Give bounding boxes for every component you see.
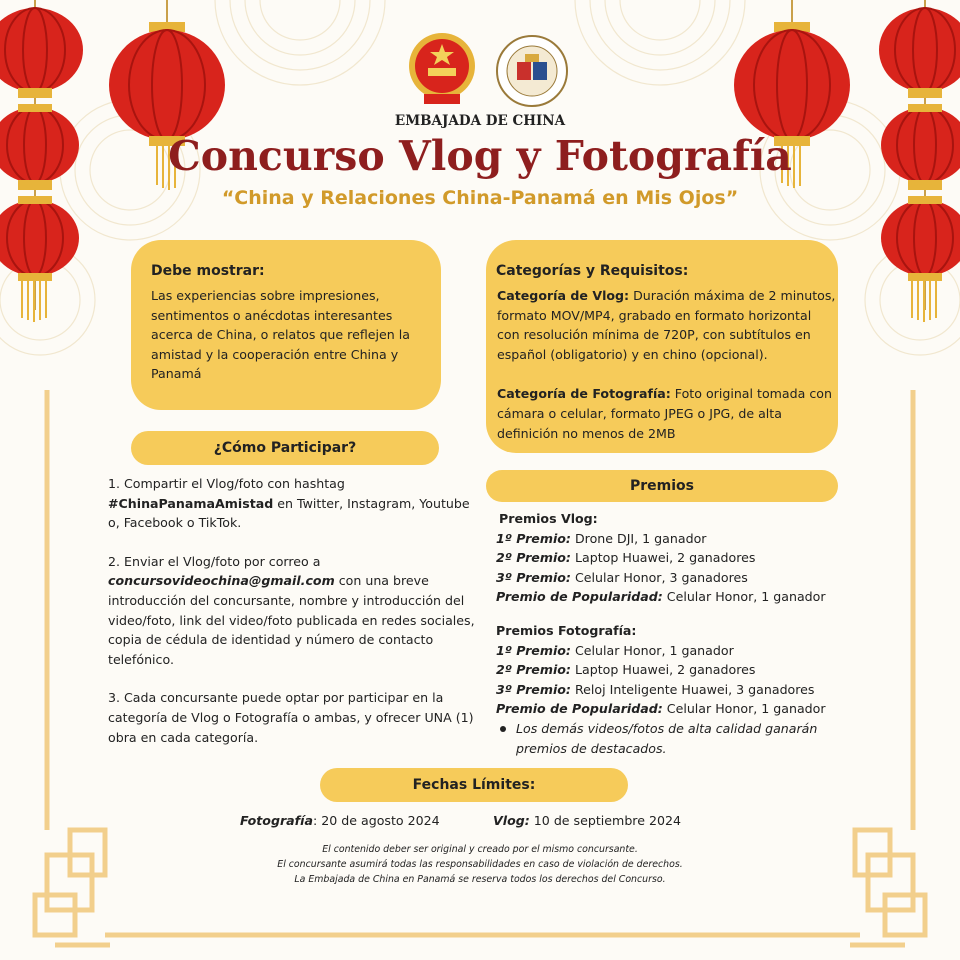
- step-1-line: 1. Compartir el Vlog/foto con hashtag: [108, 476, 345, 491]
- hashtag: #ChinaPanamaAmistad: [108, 495, 274, 511]
- foto-category-line: cámara o celular, formato JPEG o JPG, de alta: [497, 405, 782, 421]
- fecha-foto-label: Fotografía: [240, 813, 313, 828]
- foto-category-line: definición no menos de 2MB: [497, 425, 676, 441]
- prize-label: Premio de Popularidad:: [496, 701, 663, 717]
- step-3-line: categoría de Vlog o Fotografía o ambas, y ofrecer UNA (1): [108, 709, 474, 725]
- debe-mostrar-line: Panamá: [151, 366, 202, 382]
- vlog-category-line: español (obligatorio) y en chino (opcional).: [497, 346, 768, 362]
- prize-label: 2º Premio:: [496, 662, 571, 678]
- fecha-foto-value: : 20 de agosto 2024: [312, 813, 440, 828]
- debe-mostrar-line: amistad y la cooperación entre China y: [151, 346, 399, 362]
- prize-value: Laptop Huawei, 2 ganadores: [570, 662, 756, 678]
- step-2-line: con una breve: [334, 573, 429, 589]
- fecha-vlog-label: Vlog:: [493, 813, 530, 828]
- step-3-line: obra en cada categoría.: [108, 729, 259, 745]
- prize-label: 1º Premio:: [496, 530, 571, 546]
- como-participar-text: [108, 474, 480, 747]
- debe-mostrar-text: [151, 286, 410, 384]
- bullet-icon: [500, 726, 506, 732]
- prize-label: 3º Premio:: [496, 681, 571, 697]
- vlog-category-text: Duración máxima de 2 minutos,: [629, 288, 836, 303]
- step-2-line: introducción del concursante, nombre y introducción del: [108, 592, 465, 608]
- debe-mostrar-heading: Debe mostrar:: [151, 263, 265, 279]
- prize-label: 3º Premio:: [496, 569, 571, 585]
- vlog-category-line: formato MOV/MP4, grabado en formato horizontal: [497, 307, 812, 323]
- china-national-emblem-icon: [404, 30, 480, 110]
- step-2-line: copia de cédula de identidad y número de contacto: [108, 632, 434, 648]
- embassy-name: EMBAJADA DE CHINA: [394, 113, 566, 129]
- premios-note: premios de destacados.: [516, 740, 667, 756]
- prize-value: Celular Honor, 3 ganadores: [570, 569, 748, 585]
- page-title: Concurso Vlog y Fotografía: [168, 132, 792, 180]
- vlog-category-label: Categoría de Vlog:: [497, 288, 630, 303]
- vlog-category-line: con resolución mínima de 720P, con subtítulos en: [497, 327, 811, 343]
- step-2-line: telefónico.: [108, 651, 174, 667]
- prize-value: Celular Honor, 1 ganador: [662, 701, 826, 717]
- premios-note: Los demás videos/fotos de alta calidad ganarán: [516, 720, 818, 736]
- contest-email-link[interactable]: concursovideochina@gmail.com: [108, 573, 335, 589]
- foto-category-text: Foto original tomada con: [670, 386, 832, 402]
- premios-foto-heading: Premios Fotografía:: [496, 622, 637, 638]
- como-participar-heading: ¿Cómo Participar?: [131, 431, 439, 465]
- categorias-text: [497, 286, 835, 443]
- fecha-foto: [240, 811, 440, 831]
- debe-mostrar-line: Las experiencias sobre impresiones,: [151, 288, 380, 303]
- fechas-heading: Fechas Límites:: [320, 768, 628, 802]
- embassy-seal-icon: [495, 34, 569, 108]
- prize-value: Drone DJI, 1 ganador: [570, 530, 707, 546]
- step-2-line: video/foto, link del video/foto publicada en redes sociales,: [108, 612, 475, 628]
- prize-value: Reloj Inteligente Huawei, 3 ganadores: [570, 681, 815, 697]
- prize-label: 1º Premio:: [496, 642, 571, 658]
- step-1-line: o, Facebook o TikTok.: [108, 515, 242, 531]
- fecha-vlog-value: 10 de septiembre 2024: [529, 813, 682, 828]
- page-subtitle: “China y Relaciones China-Panamá en Mis Ojos”: [221, 187, 739, 209]
- prize-label: Premio de Popularidad:: [496, 589, 663, 605]
- fecha-vlog: [493, 811, 681, 831]
- premios-vlog-heading: Premios Vlog:: [499, 511, 598, 526]
- footer-disclaimer: [0, 842, 960, 887]
- step-1-line: en Twitter, Instagram, Youtube: [273, 495, 470, 511]
- premios-heading: Premios: [486, 470, 838, 502]
- foto-category-label: Categoría de Fotografía:: [497, 386, 671, 402]
- prize-label: 2º Premio:: [496, 550, 571, 566]
- premios-text: [496, 509, 846, 758]
- footer-line: La Embajada de China en Panamá se reserva todos los derechos del Concurso.: [294, 874, 666, 885]
- footer-line: El contenido deber ser original y creado por el mismo concursante.: [322, 844, 638, 855]
- prize-value: Celular Honor, 1 ganador: [662, 589, 826, 605]
- debe-mostrar-line: acerca de China, o relatos que reflejen la: [151, 327, 410, 343]
- prize-value: Celular Honor, 1 ganador: [570, 642, 734, 658]
- debe-mostrar-line: sentimentos o anécdotas interesantes: [151, 307, 393, 323]
- step-3-line: 3. Cada concursante puede optar por participar en la: [108, 690, 444, 706]
- footer-line: El concursante asumirá todas las responsabilidades en caso de violación de derechos.: [277, 859, 683, 870]
- prize-value: Laptop Huawei, 2 ganadores: [570, 550, 756, 566]
- categorias-heading: Categorías y Requisitos:: [496, 263, 689, 279]
- step-2-line: 2. Enviar el Vlog/foto por correo a: [108, 553, 321, 569]
